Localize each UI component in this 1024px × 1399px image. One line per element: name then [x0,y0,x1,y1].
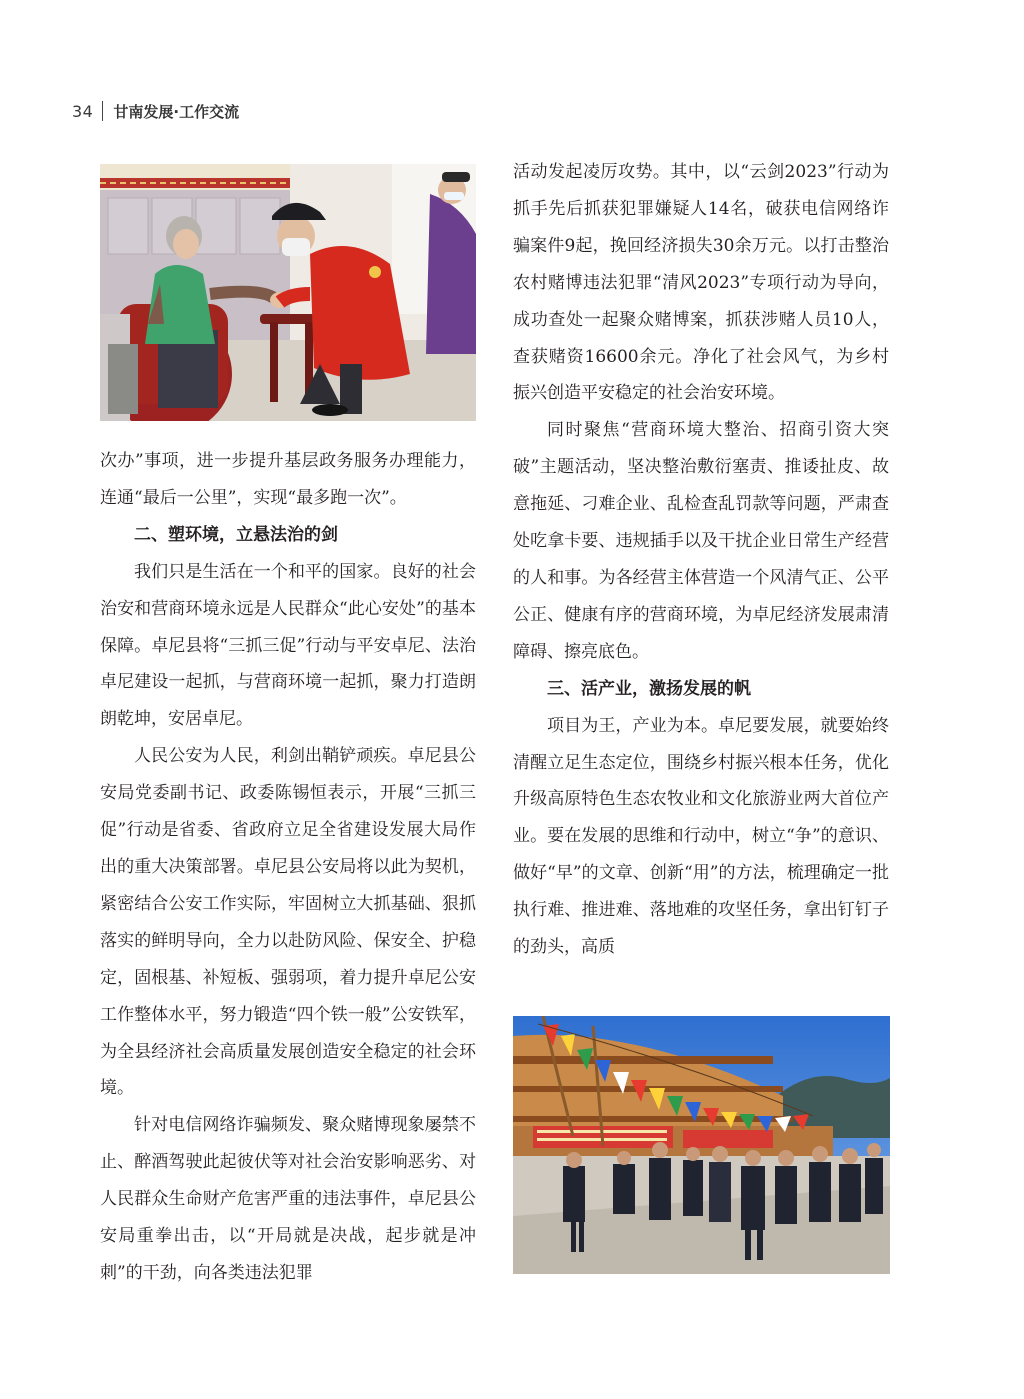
header-divider [102,101,103,121]
paragraph-continuation: 活动发起凌厉攻势。其中，以“云剑2023”行动为抓手先后抓获犯罪嫌疑人14名，破获电信网络诈骗案件9起，挽回经济损失30余万元。以打击整治农村赌博违法犯罪“清风2023”专项行动为导向，成功查处一起聚众赌博案，抓获涉赌人员10人，查获赌资16600余元。净化了社会风气，为乡村振兴创造平安稳定的社会治安环境。 [513,162,889,404]
paragraph: 针对电信网络诈骗频发、聚众赌博现象屡禁不止、醉酒驾驶此起彼伏等对社会治安影响恶劣、对人民群众生命财产危害严重的违法事件，卓尼县公安局重拳出击，以“开局就是决战，起步就是冲刺”的干劲，向各类违法犯罪 [100,1115,476,1283]
paragraph: 我们只是生活在一个和平的国家。良好的社会治安和营商环境永远是人民群众“此心安处”的基本保障。卓尼县将“三抓三促”行动与平安卓尼、法治卓尼建设一起抓，与营商环境一起抓，聚力打造朗朗乾坤，安居卓尼。 [100,561,476,730]
photo-outdoor-event [513,1016,890,1274]
paragraph: 人民公安为人民，利剑出鞘铲顽疾。卓尼县公安局党委副书记、政委陈锡恒表示，开展“三抓三促”行动是省委、省政府立足全省建设发展大局作出的重大决策部署。卓尼县公安局将以此为契机，紧密结合公安工作实际，牢固树立大抓基础、狠抓落实的鲜明导向，全力以赴防风险、保安全、护稳定，固根基、补短板、强弱项，着力提升卓尼公安工作整体水平，努力锻造“四个铁一般”公安铁军，为全县经济社会高质量发展创造安全稳定的社会环境。 [100,746,476,1099]
publication-name: 甘南发展 [113,102,174,121]
paragraph: 同时聚焦“营商环境大整治、招商引资大突破”主题活动，坚决整治敷衍塞责、推诿扯皮、故意拖延、刁难企业、乱检查乱罚款等问题，严肃查处吃拿卡要、违规插手以及干扰企业日常生产经营的人和事。为各经营主体营造一个风清气正、公平公正、健康有序的营商环境，为卓尼经济发展肃清障碍、擦亮底色。 [513,420,889,662]
paragraph: 项目为王，产业为本。卓尼要发展，就要始终清醒立足生态定位，围绕乡村振兴根本任务，优化升级高原特色生态农牧业和文化旅游业两大首位产业。要在发展的思维和行动中，树立“争”的意识、做好“早”的文章、创新“用”的方法，梳理确定一批执行难、推进难、落地难的攻坚任务，拿出钉钉子的劲头，高质 [513,715,889,958]
volunteer-visit-illustration [100,164,476,421]
section-heading-2: 二、塑环境，立悬法治的剑 [134,524,338,545]
right-column [513,154,889,966]
section-heading-3: 三、活产业，激扬发展的帆 [547,678,751,699]
publication-title [113,101,239,122]
section-name: 工作交流 [179,102,240,121]
running-header [72,98,239,124]
page-number: 34 [72,101,94,121]
outdoor-event-illustration [513,1016,890,1274]
left-column [100,443,476,1292]
paragraph-continuation: 次办”事项，进一步提升基层政务服务办理能力，连通“最后一公里”，实现“最多跑一次”。 [100,451,476,508]
photo-volunteer-visit [100,164,476,421]
title-dot: · [173,102,180,121]
